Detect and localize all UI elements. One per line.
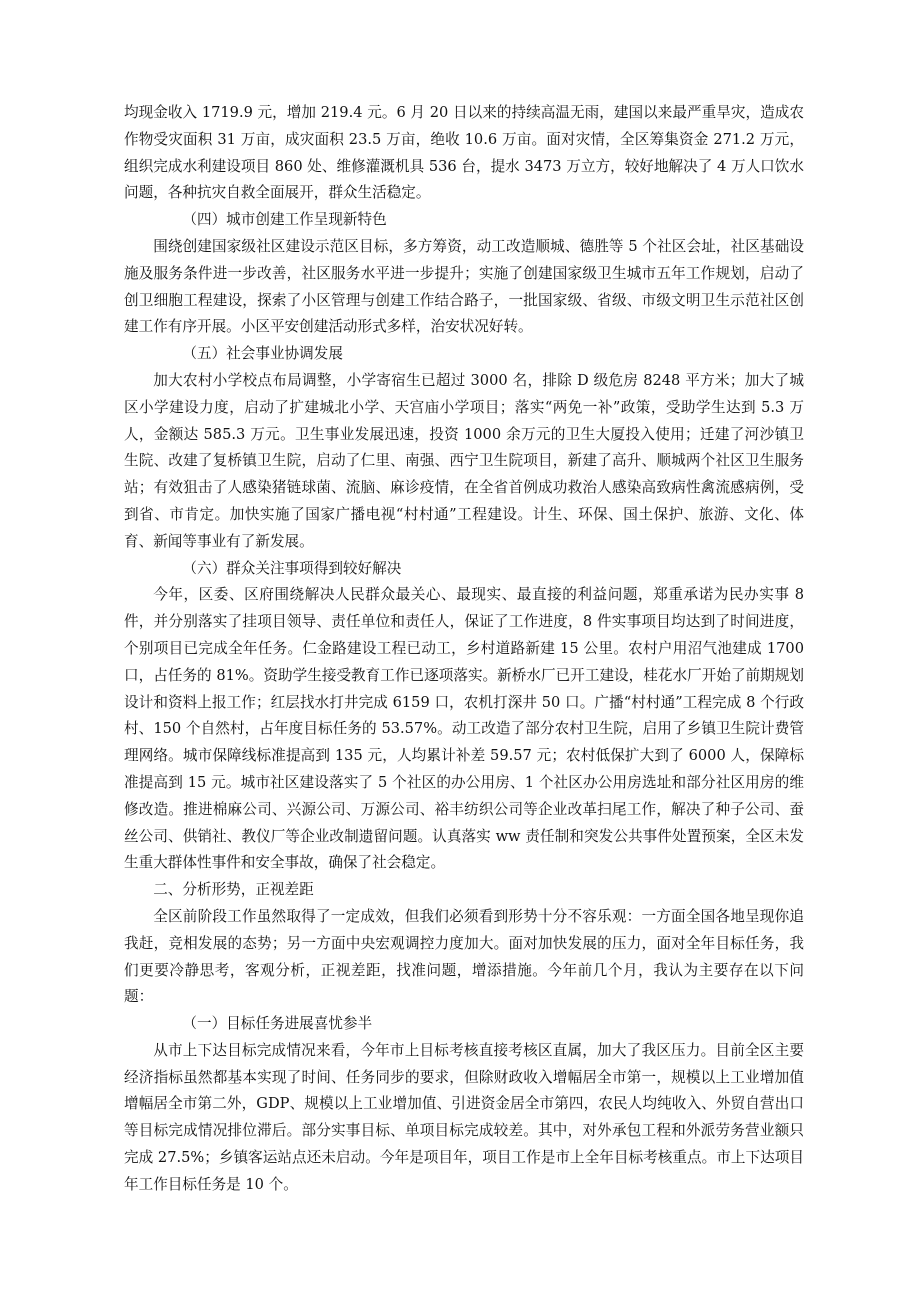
paragraph-target-progress: 从市上下达目标完成情况来看，今年市上目标考核直接考核区直属，加大了我区压力。目前全区主要经济指标虽然都基本实现了时间、任务同步的要求，但除财政收入增幅居全市第一，规模以上工业增加值增幅居全市第二外，GDP、规模以上工业增加值、引进资金居全市第四，农民人均纯收入、外贸自营出口等目标完成情况排位滞后。部分实事目标、单项目标完成较差。其中，对外承包工程和外派劳务营业额只完成 27.5%；乡镇客运站点还未启动。今年是项目年，项目工作是市上全年目标考核重点。市上下达项目年工作目标任务是 10 个。 (124, 1041, 804, 1193)
heading-section-two: 二、分析形势，正视差距 (153, 881, 314, 899)
paragraph-income-drought: 均现金收入 1719.9 元，增加 219.4 元。6 月 20 日以来的持续高温无雨，建国以来最严重旱灾，造成农作物受灾面积 31 万亩，成灾面积 23.5 万亩，绝收 10.6 万亩。面对灾情，全区筹集资金 271.2 万元，组织完成水利建设项目 860 处、维修灌溉机具 536 台，提水 3473 万立方，较好地解决了 4 万人口饮水问题，各种抗灾自救全面展开，群众生活稳定。 (124, 104, 804, 202)
paragraph-social-affairs: 加大农村小学校点布局调整，小学寄宿生已超过 3000 名，排除 D 级危房 8248 平方米；加大了城区小学建设力度，启动了扩建城北小学、天宫庙小学项目；落实“两免一补”政策，受助学生达到 5.3 万人，金额达 585.3 万元。卫生事业发展迅速，投资 1000 余万元的卫生大厦投入使用；迁建了河沙镇卫生院、改建了复桥镇卫生院，启动了仁里、南强、西宁卫生院项目，新建了高升、顺城两个社区卫生服务站；有效狙击了人感染猪链球菌、流脑、麻诊疫情，在全省首例成功救治人感染高致病性禽流感病例，受到省、市肯定。加快实施了国家广播电视“村村通”工程建设。计生、环保、国土保护、旅游、文化、体育、新闻等事业有了新发展。 (124, 371, 804, 550)
paragraph-city-creation: 围绕创建国家级社区建设示范区目标，多方筹资，动工改造顺城、德胜等 5 个社区会址，社区基础设施及服务条件进一步改善，社区服务水平进一步提升；实施了创建国家级卫生城市五年工作规划，启动了创卫细胞工程建设，探索了小区管理与创建工作结合路子，一批国家级、省级、市级文明卫生示范社区创建工作有序开展。小区平安创建活动形式多样，治安状况好转。 (124, 237, 804, 336)
heading-social-affairs: （五）社会事业协调发展 (182, 345, 343, 363)
heading-city-creation: （四）城市创建工作呈现新特色 (182, 211, 387, 229)
paragraph-public-concerns: 今年，区委、区府围绕解决人民群众最关心、最现实、最直接的利益问题，郑重承诺为民办实事 8 件，并分别落实了挂项目领导、责任单位和责任人，保证了工作进度，8 件实事项目均达到了时间进度，个别项目已完成全年任务。仁金路建设工程已动工，乡村道路新建 15 公里。农村户用沼气池建成 1700 口，占任务的 81%。资助学生接受教育工作已逐项落实。新桥水厂已开工建设，桂花水厂开始了前期规划设计和资料上报工作；红层找水打井完成 6159 口，农机打深井 50 口。广播“村村通”工程完成 8 个行政村、150 个自然村，占年度目标任务的 53.57%。动工改造了部分农村卫生院，启用了乡镇卫生院计费管理网络。城市保障线标准提高到 135 元，人均累计补差 59.57 元；农村低保扩大到了 6000 人，保障标准提高到 15 元。城市社区建设落实了 5 个社区的办公用房、1 个社区办公用房选址和部分社区用房的维修改造。推进棉麻公司、兴源公司、万源公司、裕丰纺织公司等企业改革扫尾工作，解决了种子公司、蚕丝公司、供销社、教仪厂等企业改制遗留问题。认真落实 ww 责任制和突发公共事件处置预案，全区未发生重大群体性事件和安全事故，确保了社会稳定。 (124, 586, 804, 872)
paragraph-analysis: 全区前阶段工作虽然取得了一定成效，但我们必须看到形势十分不容乐观：一方面全国各地呈现你追我赶，竞相发展的态势；另一方面中央宏观调控力度加大。面对加快发展的压力，面对全年目标任务，我们更要冷静思考，客观分析，正视差距，找准问题，增添措施。今年前几个月，我认为主要存在以下问题： (124, 907, 804, 1006)
heading-target-progress: （一）目标任务进展喜忧参半 (182, 1015, 373, 1033)
heading-public-concerns: （六）群众关注事项得到较好解决 (182, 559, 402, 577)
